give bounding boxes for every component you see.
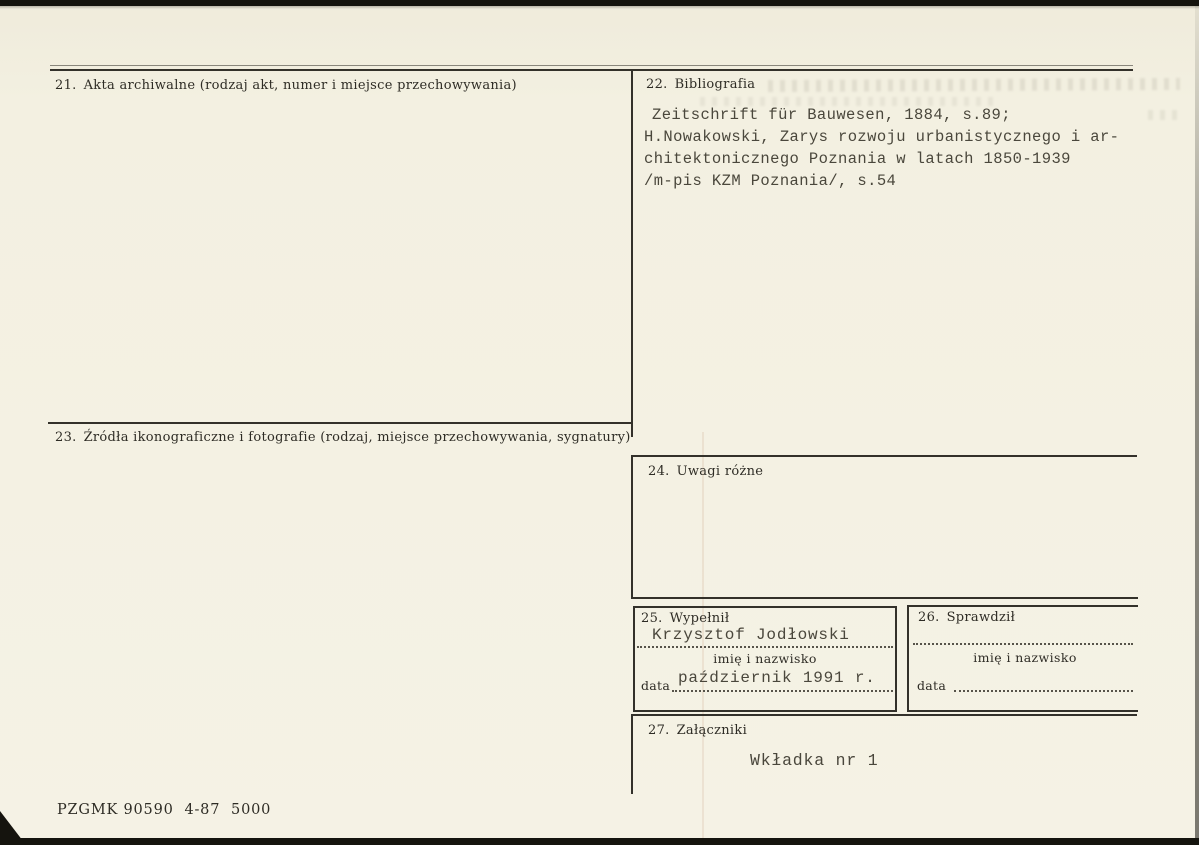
section-24-label: Uwagi różne [676,464,764,479]
section-26-header [918,610,1015,625]
scan-artifact [768,78,1180,92]
bibliography-line: H.Nowakowski, Zarys rozwoju urbanistycznego i ar- [644,128,1120,146]
section-24-bottom-rule [631,597,1138,599]
section-21-number: 21. [55,78,77,93]
section-27-number: 27. [648,723,670,738]
section-24-left-rule [631,455,633,599]
section-24-header [648,464,763,479]
section-23-label: Źródła ikonograficzne i fotografie (rodzaj, miejsce przechowywania, sygnatury) [83,430,631,445]
column-divider [631,69,633,437]
section-27-left-rule [631,714,633,794]
section-27-top-rule [631,714,1137,716]
section-21-label: Akta archiwalne (rodzaj akt, numer i miejsce przechowywania) [83,78,517,93]
section-25-number: 25. [641,611,663,626]
section-26-number: 26. [918,610,940,625]
date-dotted-line [954,690,1133,692]
attachment-value: Wkładka nr 1 [750,751,879,770]
date-label: data [641,678,671,693]
imprint: PZGMK 90590 4-87 5000 [57,802,272,818]
name-dotted-line [913,643,1133,645]
scan-artifact [1148,110,1182,120]
date-value: październik 1991 r. [678,669,876,687]
corner-fold [0,811,26,845]
date-dotted-line [672,690,893,692]
section-22-header [646,77,755,92]
bottom-scan-edge [0,838,1199,845]
section-24-number: 24. [648,464,670,479]
section-24-top-rule [631,455,1137,457]
section-25-header [641,611,729,626]
section-26-label: Sprawdził [946,610,1016,625]
bibliography-line: chitektonicznego Poznania w latach 1850-1939 [644,150,1071,168]
section-23-rule [48,422,633,424]
section-27-label: Załączniki [676,723,748,738]
name-caption: imię i nazwisko [973,650,1077,665]
name-caption: imię i nazwisko [713,651,817,666]
top-rule-ghost [50,65,1133,66]
top-rule [50,69,1133,71]
section-22-label: Bibliografia [674,77,756,92]
section-21-header [55,78,517,93]
section-23-header [55,430,631,445]
right-scan-edge [1195,0,1199,845]
section-27-header [648,723,747,738]
bibliography-text [644,104,1119,192]
section-22-number: 22. [646,77,668,92]
filler-name-value: Krzysztof Jodłowski [652,626,850,644]
bibliography-line: /m-pis KZM Poznania/, s.54 [644,172,897,190]
date-label: data [917,678,947,693]
section-25-label: Wypełnił [669,611,730,626]
section-23-number: 23. [55,430,77,445]
top-scan-edge [0,0,1199,6]
name-dotted-line [637,646,893,648]
bibliography-line: Zeitschrift für Bauwesen, 1884, s.89; [652,106,1011,124]
